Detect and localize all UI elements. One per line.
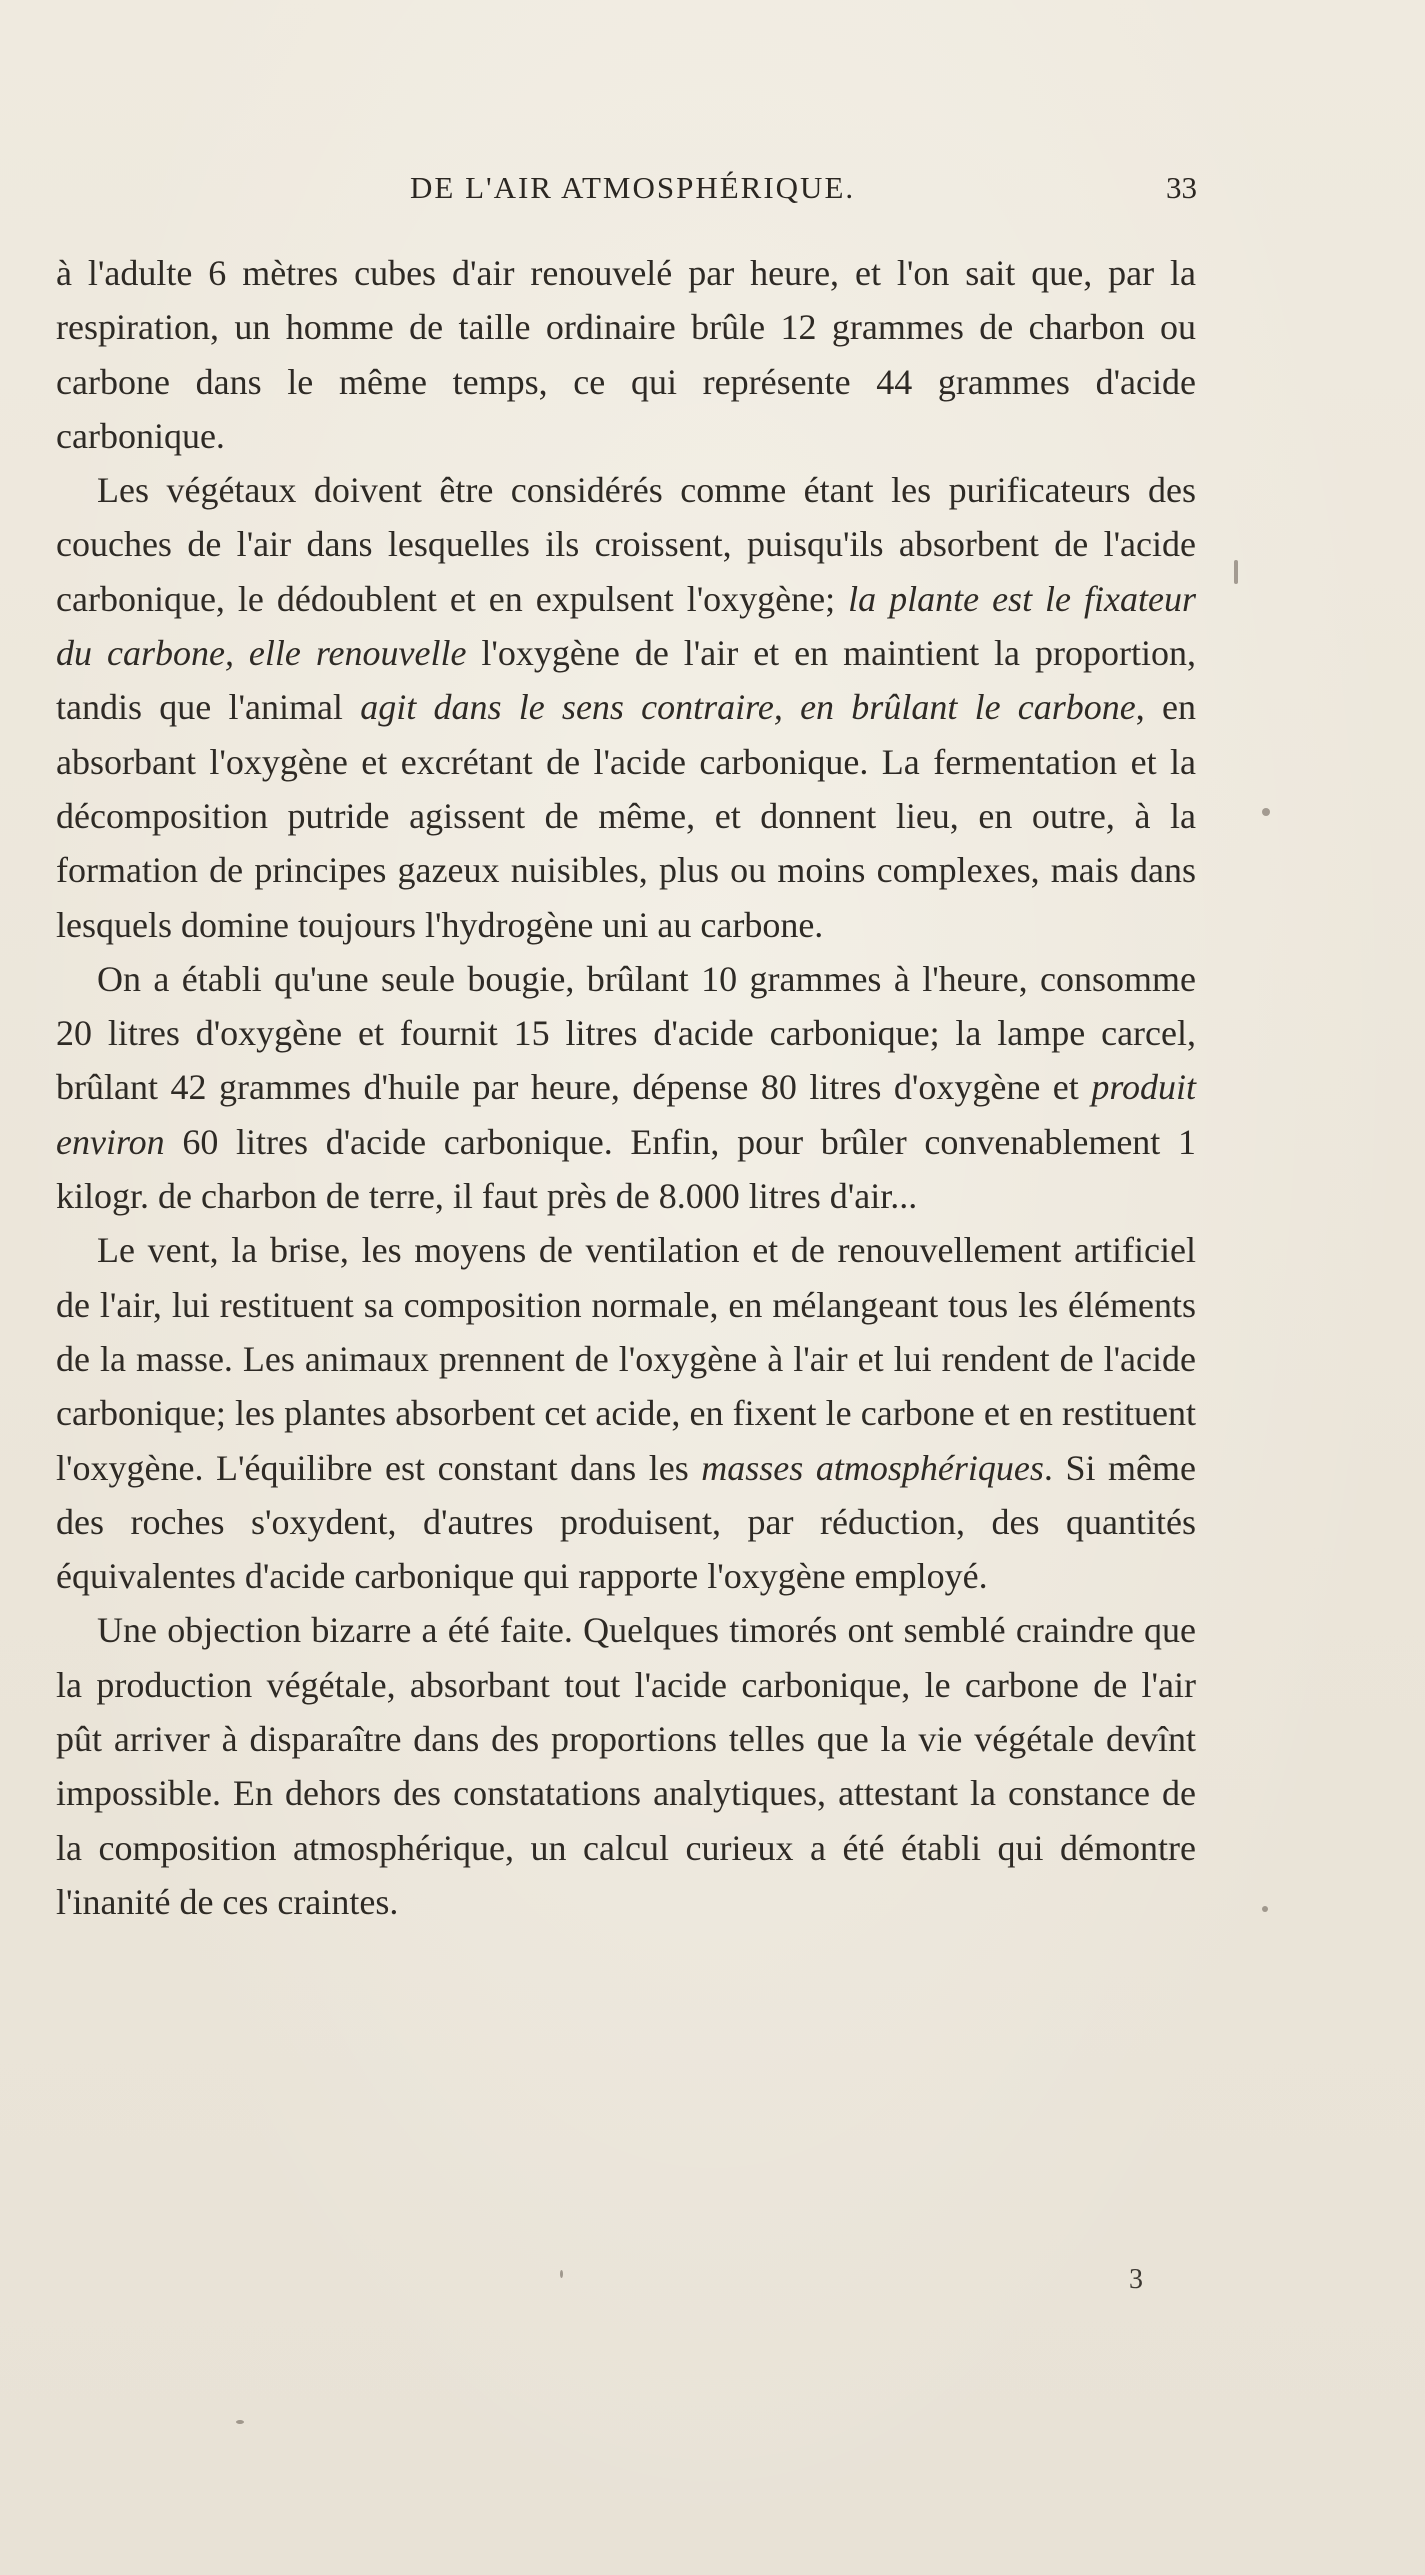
running-title: DE L'AIR ATMOSPHÉRIQUE. <box>410 170 856 205</box>
paper-speck <box>1262 808 1270 816</box>
emphasis-text: masses atmosphériques <box>701 1447 1044 1488</box>
page-number: 33 <box>1166 170 1197 205</box>
paragraph-vegetaux <box>56 463 1196 952</box>
paragraph-text: On a établi qu'une seule bougie, brûlant 10 grammes à l'heure, consomme 20 litres d'oxygène et fournit 15 litres d'acide carbonique; la lampe carcel, brûlant 42 grammes d'huile par heure, dépense 80 litres d'oxygène et <box>56 958 1196 1108</box>
paragraph-objection: Une objection bizarre a été faite. Quelques timorés ont semblé craindre que la production végétale, absorbant tout l'acide carbonique, le carbone de l'air pût arriver à disparaître dans des proportions telles que la vie végétale devînt impossible. En dehors des constatations analytiques, attestant la constance de la composition atmosphérique, un calcul curieux a été établi qui démontre l'inanité de ces craintes. <box>56 1610 1196 1922</box>
paragraph-text: , en absorbant l'oxygène et excrétant de l'acide carbonique. La fermentation et la décomposition putride agissent de même, et donnent lieu, en outre, à la formation de principes gazeux nuisibles, plus ou moins complexes, mais dans lesquels domine toujours l'hydrogène uni au carbone. <box>56 687 1197 945</box>
paper-speck <box>1262 1906 1268 1912</box>
paragraph-bougie <box>56 952 1196 1223</box>
paragraph-text: Le vent, la brise, les moyens de ventilation et de renouvellement artificiel de l'air, lui restituent sa composition normale, en mélangeant tous les éléments de la masse. Les animaux prennent de l'oxygène à l'air et lui rendent de l'acide carbonique; les plantes absorbent cet acide, en fixent le carbone et en restituent l'oxygène. L'équilibre est constant dans les <box>56 1230 1196 1488</box>
paragraph-text: 60 litres d'acide carbonique. Enfin, pour brûler convenablement 1 kilogr. de charbon de terre, il faut près de 8.000 litres d'air... <box>56 1121 1196 1217</box>
emphasis-text: la plante est le fixateur du carbone, elle renouvelle <box>56 578 1196 674</box>
paragraph-text: Les végétaux doivent être considérés comme étant les purificateurs des couches de l'air dans lesquelles ils croissent, puisqu'ils absorbent de l'acide carbonique, le dédoublent et en expulsent l'oxygène; <box>56 470 1196 619</box>
paper-speck <box>560 2270 563 2278</box>
emphasis-text: produit environ <box>56 1067 1196 1162</box>
paragraph-text: l'oxygène de l'air et en maintient la proportion, tandis que l'animal <box>56 633 1196 728</box>
paragraph-continuation: à l'adulte 6 mètres cubes d'air renouvelé par heure, et l'on sait que, par la respiration, un homme de taille ordinaire brûle 12 grammes de charbon ou carbone dans le même temps, ce qui représente 44 grammes d'acide carbonique. <box>56 253 1196 456</box>
running-head <box>0 170 1425 214</box>
paragraph-text: . Si même des roches s'oxydent, d'autres produisent, par réduction, des quantités équivalentes d'acide carbonique qui rapporte l'oxygène employé. <box>56 1447 1196 1597</box>
signature-mark: 3 <box>1129 2264 1143 2295</box>
paper-speck <box>1234 560 1238 584</box>
paper-speck <box>236 2420 244 2424</box>
emphasis-text: agit dans le sens contraire, en brûlant le carbone <box>360 687 1136 728</box>
body-text <box>56 246 1196 1929</box>
paragraph-vent <box>56 1223 1196 1603</box>
